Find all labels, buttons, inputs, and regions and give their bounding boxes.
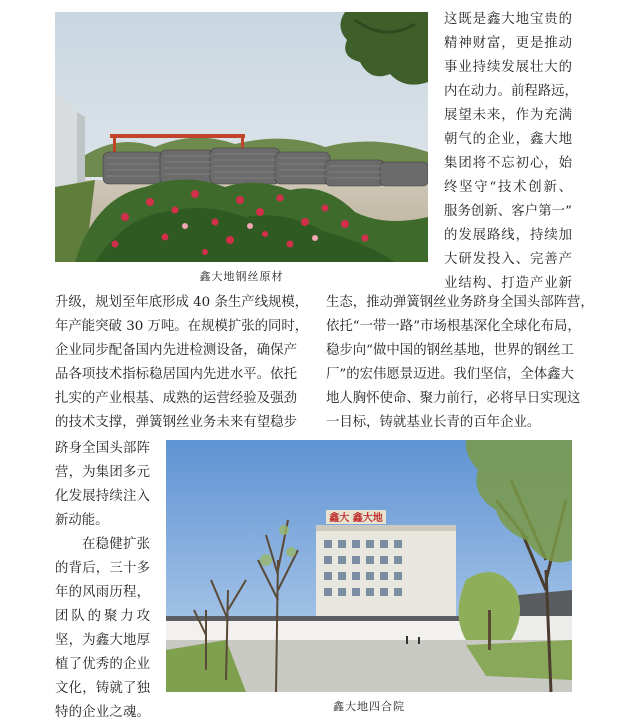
text-line: 文化，铸就了独 [55, 681, 150, 696]
middle-right-column [326, 291, 594, 435]
text-line: 集团将不忘初心，始 [444, 156, 572, 171]
text-line: 年产能突破 30 万吨。在规模扩张的同时， [55, 319, 309, 334]
text-line: 营，为集团多元 [55, 465, 150, 480]
text-line: 化发展持续注入 [55, 489, 150, 504]
text-line: 的发展路线，持续加 [444, 228, 572, 243]
text-line: 依托“一带一路”市场根基深化全球化布局， [326, 319, 581, 334]
text-line: 业结构、打造产业新 [444, 276, 572, 291]
text-line: 植了优秀的企业 [55, 657, 150, 672]
text-line: 的背后，三十多 [55, 561, 150, 576]
right-upper-column [444, 8, 578, 296]
text-line: 跻身全国头部阵 [55, 441, 150, 456]
text-line: 稳步向“做中国的钢丝基地，世界的钢丝工 [326, 343, 574, 358]
text-line: 扎实的产业根基、成熟的运营经验及强劲 [55, 391, 297, 406]
top-photo-caption: 鑫大地钢丝原材 [199, 270, 284, 283]
text-line: 服务创新、客户第一” [444, 204, 572, 219]
text-line: 新动能。 [55, 513, 109, 528]
text-line: 品各项技术指标稳居国内先进水平。依托 [55, 367, 297, 382]
text-line: 升级，规划至年底形成 40 条生产线规模， [55, 295, 309, 310]
text-line: 企业同步配备国内先进检测设备，确保产 [55, 343, 297, 358]
bottom-photo-caption: 鑫大地四合院 [333, 700, 405, 713]
bottom-left-column [55, 437, 150, 725]
text-line: 一目标，铸就基业长青的百年企业。 [326, 415, 541, 430]
text-line: 年的风雨历程， [55, 585, 150, 600]
text-line: 地人胸怀使命、聚力前行，必将早日实现这 [326, 391, 581, 406]
text-line: 团队的聚力攻 [55, 609, 150, 624]
middle-left-column [55, 291, 309, 435]
text-line: 终坚守“技术创新、 [444, 180, 572, 195]
text-line: 朝气的企业，鑫大地 [444, 132, 572, 147]
text-line: 厂”的宏伟愿景迈进。我们坚信，全体鑫大 [326, 367, 574, 382]
text-line: 的技术支撑，弹簧钢丝业务未来有望稳步 [55, 415, 297, 430]
steel-wire-photo [55, 12, 428, 262]
text-line: 事业持续发展壮大的 [444, 60, 572, 75]
text-line: 内在动力。前程路远， [444, 84, 578, 99]
text-line: 特的企业之魂。 [55, 705, 150, 720]
text-line: 坚，为鑫大地厚 [55, 633, 150, 648]
text-line: 这既是鑫大地宝贵的 [444, 12, 572, 27]
text-line: 精神财富，更是推动 [444, 36, 572, 51]
text-line: 生态，推动弹簧钢丝业务跻身全国头部阵营， [326, 295, 594, 310]
building-sign: 鑫大 鑫大地 [329, 513, 383, 524]
text-line: 在稳健扩张 [82, 537, 150, 552]
text-line: 大研发投入、完善产 [444, 252, 572, 267]
text-line: 展望未来，作为充满 [444, 108, 572, 123]
courtyard-photo [166, 440, 572, 692]
